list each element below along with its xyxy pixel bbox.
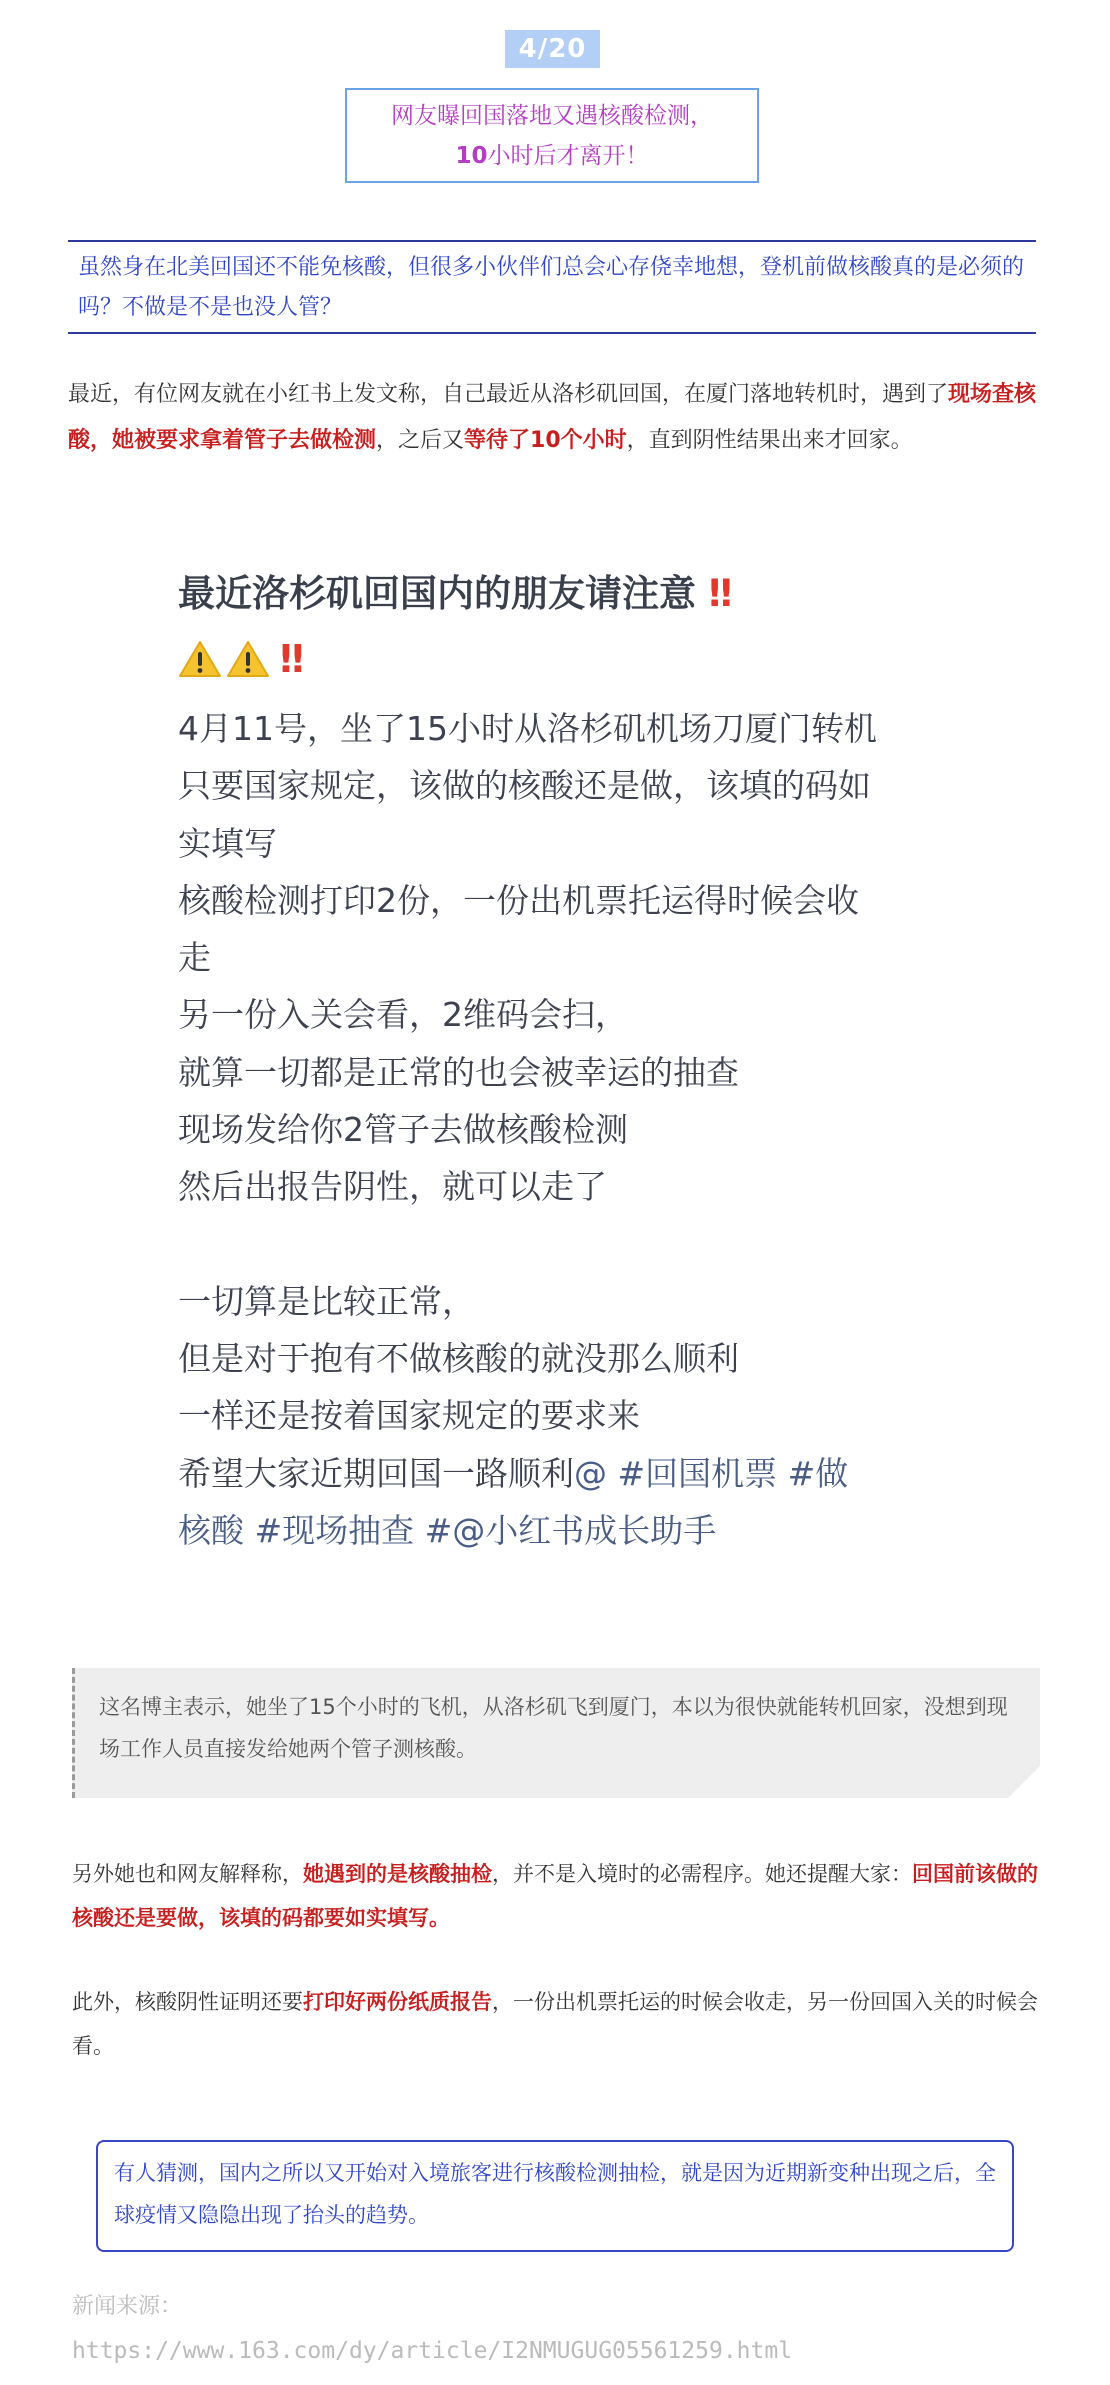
- post-heading: 最近洛杉矶回国内的朋友请注意 ‼: [178, 572, 727, 615]
- highlight-text: 打印好两份纸质报告: [303, 1990, 492, 2014]
- page-counter-badge: 4/20: [505, 30, 600, 68]
- title-line-2: 10小时后才离开！: [455, 143, 649, 169]
- post-line: 另一份入关会看，2维码会扫，: [178, 995, 628, 1035]
- hashtag-line: 核酸 #现场抽查 #@小红书成长助手: [178, 1510, 717, 1550]
- speculation-quote: 有人猜测，国内之所以又开始对入境旅客进行核酸检测抽检，就是因为近期新变种出现之后，全球疫情又隐隐出现了抬头的趋势。: [96, 2140, 1014, 2252]
- double-exclamation-icon: ‼: [708, 572, 727, 615]
- paragraph-2: 另外她也和网友解释称，她遇到的是核酸抽检，并不是入境时的必需程序。她还提醒大家：回国前该做的核酸还是要做，该填的码都要如实填写。: [72, 1862, 1038, 1930]
- post-line: 但是对于抱有不做核酸的就没那么顺利: [178, 1338, 739, 1378]
- blank-line: [178, 1216, 958, 1273]
- title-line-1: 网友曝回国落地又遇核酸检测，: [391, 103, 713, 129]
- post-line: 走: [178, 938, 211, 978]
- warning-icon: [226, 639, 270, 679]
- warning-icon: [178, 639, 222, 679]
- post-line: 核酸检测打印2份，一份出机票托运得时候会收: [178, 880, 859, 920]
- post-line: 一样还是按着国家规定的要求来: [178, 1396, 640, 1436]
- news-source: [72, 2285, 792, 2373]
- highlight-text: 回国前该做的核酸还是要做，该填的码都要如实填写。: [72, 1862, 1038, 1930]
- post-line: 就算一切都是正常的也会被幸运的抽查: [178, 1052, 739, 1092]
- highlight-text: 等待了10个小时: [464, 428, 627, 453]
- post-line: 然后出报告阴性，就可以走了: [178, 1167, 607, 1207]
- social-post-screenshot: [178, 570, 958, 1570]
- folded-corner: [1008, 1766, 1040, 1798]
- hashtag-text: @ #回国机票 #做: [574, 1453, 849, 1493]
- post-line: 4月11号，坐了15小时从洛杉矶机场刀厦门转机: [178, 709, 877, 748]
- post-line: 实填写: [178, 823, 277, 863]
- highlight-text: 她遇到的是核酸抽检: [303, 1862, 492, 1886]
- paragraph-1: 最近，有位网友就在小红书上发文称，自己最近从洛杉矶回国，在厦门落地转机时，遇到了现场查核酸，她被要求拿着管子去做检测，之后又等待了10个小时，直到阴性结果出来才回家。: [68, 382, 1037, 453]
- paragraph-3: 此外，核酸阴性证明还要打印好两份纸质报告，一份出机票托运的时候会收走，另一份回国入关的时候会看。: [72, 1990, 1038, 2058]
- intro-quote: 虽然身在北美回国还不能免核酸，但很多小伙伴们总会心存侥幸地想，登机前做核酸真的是必须的吗？不做是不是也没人管？: [68, 240, 1036, 334]
- blogger-quote: 这名博主表示，她坐了15个小时的飞机，从洛杉矶飞到厦门，本以为很快就能转机回家，没想到现场工作人员直接发给她两个管子测核酸。: [72, 1668, 1040, 1798]
- post-line: 只要国家规定，该做的核酸还是做，该填的码如: [178, 766, 871, 806]
- article-title-box: [345, 88, 759, 183]
- post-line: 一切算是比较正常，: [178, 1281, 475, 1321]
- source-label: 新闻来源：: [72, 2294, 183, 2319]
- source-url-link[interactable]: https://www.163.com/dy/article/I2NMUGUG05561259.html: [72, 2338, 793, 2364]
- post-body: [178, 700, 958, 1559]
- post-line: 现场发给你2管子去做核酸检测: [178, 1110, 628, 1150]
- post-line: 希望大家近期回国一路顺利@ #回国机票 #做: [178, 1453, 849, 1493]
- double-exclamation-icon: ‼: [280, 637, 298, 681]
- emoji-row: [178, 630, 958, 688]
- highlight-text: 现场查核酸，她被要求拿着管子去做检测: [68, 382, 1037, 453]
